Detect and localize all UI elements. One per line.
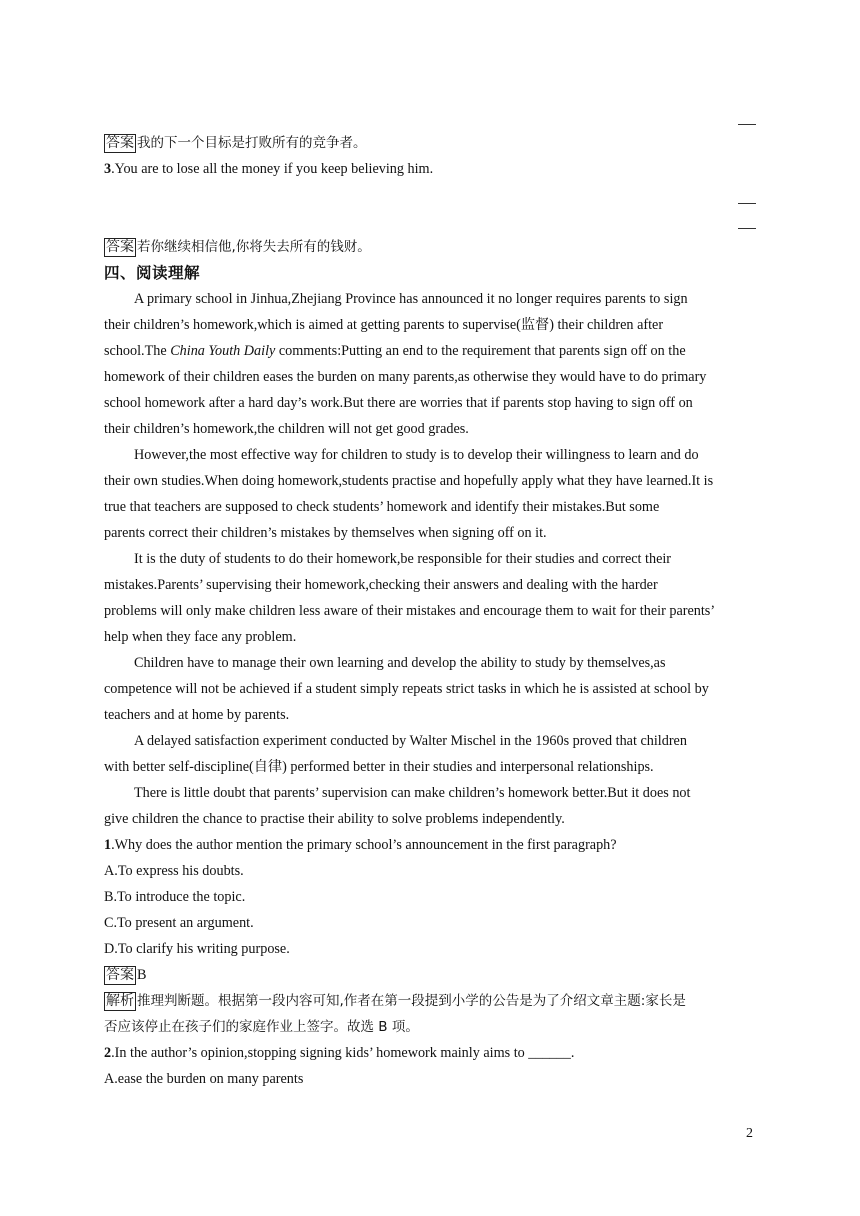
option-d: D.To clarify his writing purpose.	[104, 941, 290, 957]
passage-line: It is the duty of students to do their homework,be responsible for their studies and correct their	[134, 551, 672, 567]
passage-line: problems will only make children less aware of their mistakes and encourage them to wait for their parents’	[104, 603, 716, 619]
prev-answer-line	[104, 134, 768, 153]
passage-line: give children the chance to practise their ability to solve problems independently.	[104, 811, 565, 827]
prev-answer-text: 我的下一个目标是打败所有的竞争者。	[137, 135, 367, 151]
answer-tag: 答案	[106, 135, 134, 151]
passage-line: teachers and at home by parents.	[104, 707, 290, 723]
question-text: .In the author’s opinion,stopping signing kids’ homework mainly aims to ______.	[111, 1045, 575, 1061]
option-c: C.To present an argument.	[104, 915, 254, 931]
question-2	[104, 1044, 768, 1062]
question-number: 2	[104, 1045, 112, 1061]
answer-tag: 答案	[106, 967, 134, 983]
passage-line: school homework after a hard day’s work.But there are worries that if parents stop having to sign off on	[104, 395, 693, 411]
analysis-text: 推理判断题。根据第一段内容可知,作者在第一段提到小学的公告是为了介绍文章主题:家长是	[137, 993, 686, 1009]
passage-line	[104, 342, 768, 360]
section-title: 四、阅读理解	[104, 264, 201, 282]
question-number: 1	[104, 837, 112, 853]
passage-line: homework of their children eases the burden on many parents,as otherwise they would have to do primary	[104, 369, 707, 385]
passage-text: comments:Putting an end to the requirement that parents sign off on the	[275, 343, 686, 359]
passage-line: competence will not be achieved if a student simply repeats strict tasks in which he is assisted at school by	[104, 681, 709, 697]
newspaper-name: China Youth Daily	[170, 343, 276, 359]
page-number: 2	[746, 1126, 753, 1141]
passage-line: Children have to manage their own learning and develop the ability to study by themselves,as	[134, 655, 666, 671]
question-text: .You are to lose all the money if you keep believing him.	[111, 161, 434, 177]
question-number: 3	[104, 161, 112, 177]
passage-line: parents correct their children’s mistakes by themselves when signing off on it.	[104, 525, 547, 541]
passage-line: with better self-discipline(自律) performed better in their studies and interpersonal relationships.	[104, 759, 654, 775]
passage-line: However,the most effective way for children to study is to develop their willingness to learn and do	[134, 447, 699, 463]
q1-analysis-line	[104, 992, 768, 1011]
answer-tag: 答案	[106, 239, 134, 255]
q3-answer-text: 若你继续相信他,你将失去所有的钱财。	[137, 239, 371, 255]
analysis-tag: 解析	[106, 993, 134, 1009]
option-b: B.To introduce the topic.	[104, 889, 246, 905]
question-3	[104, 160, 768, 178]
answer-blank-line	[738, 228, 756, 229]
answer-blank-line	[738, 203, 756, 204]
passage-line: their own studies.When doing homework,students practise and hopefully apply what they have learned.It is	[104, 473, 714, 489]
passage-line: their children’s homework,which is aimed at getting parents to supervise(监督) their children after	[104, 317, 664, 333]
passage-text: school.The	[104, 343, 171, 359]
passage-line: A primary school in Jinhua,Zhejiang Province has announced it no longer requires parents to sign	[134, 291, 688, 307]
passage-line: mistakes.Parents’ supervising their homework,checking their answers and dealing with the harder	[104, 577, 658, 593]
question-text: .Why does the author mention the primary school’s announcement in the first paragraph?	[111, 837, 617, 853]
passage-line: A delayed satisfaction experiment conducted by Walter Mischel in the 1960s proved that children	[134, 733, 687, 749]
q1-answer-text: B	[137, 967, 147, 983]
question-1	[104, 836, 768, 854]
option-a: A.To express his doubts.	[104, 863, 244, 879]
passage-line: There is little doubt that parents’ supervision can make children’s homework better.But it does not	[134, 785, 691, 801]
q3-answer-line	[104, 238, 768, 257]
option-a: A.ease the burden on many parents	[104, 1071, 304, 1087]
answer-blank-line	[738, 124, 756, 125]
analysis-text: 否应该停止在孩子们的家庭作业上签字。故选 B 项。	[104, 1019, 419, 1035]
passage-line: true that teachers are supposed to check students’ homework and identify their mistakes.But some	[104, 499, 660, 515]
q1-answer-line	[104, 966, 768, 985]
passage-line: help when they face any problem.	[104, 629, 297, 645]
passage-line: their children’s homework,the children will not get good grades.	[104, 421, 469, 437]
